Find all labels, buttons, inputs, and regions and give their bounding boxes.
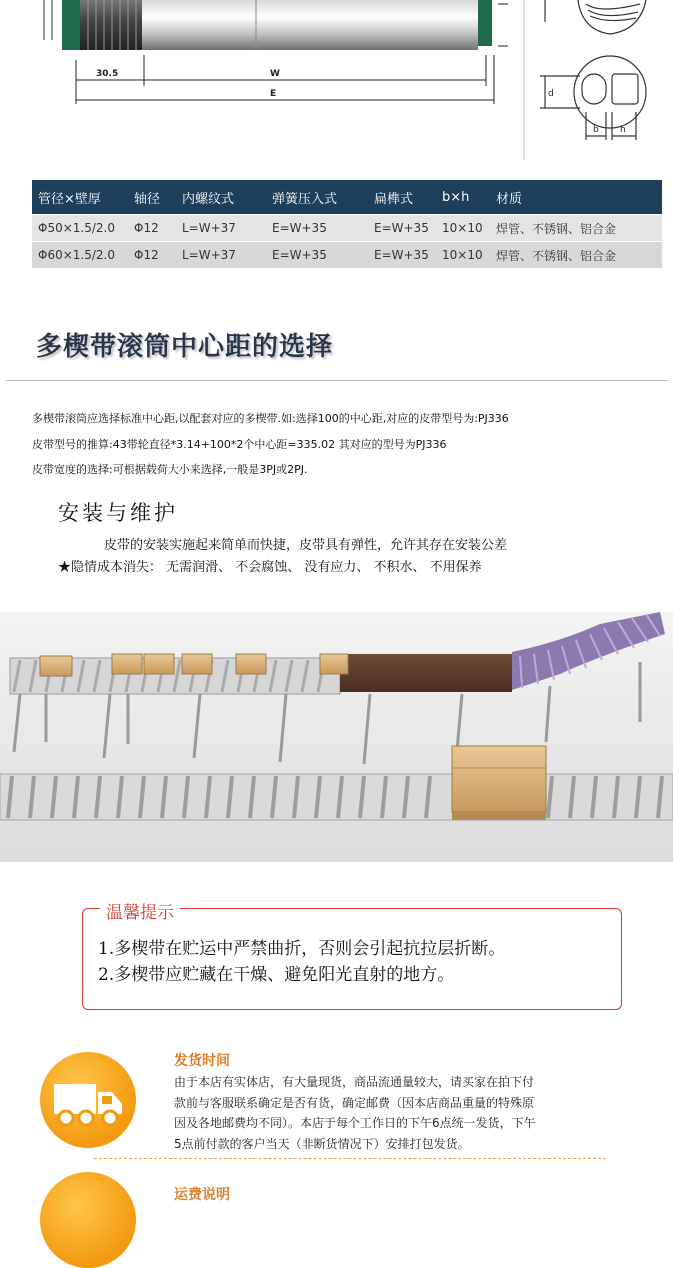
- shipping-text-line: 因及各地邮费均不同）。本店于每个工作日的下午6点统一发货，下午: [174, 1116, 536, 1130]
- divider: [94, 1158, 606, 1159]
- table-cell: 焊管、不锈钢、铝合金: [490, 215, 662, 242]
- spec-table: [32, 180, 662, 268]
- dim-d: d: [548, 89, 554, 99]
- dim-e: E: [270, 89, 277, 99]
- spec-table-header-row: [32, 180, 662, 215]
- dim-h: h: [620, 125, 626, 135]
- table-cell: E=W+35: [368, 215, 436, 242]
- dim-w: W: [270, 69, 280, 79]
- freight-icon-circle: [40, 1172, 136, 1268]
- table-cell: Φ60×1.5/2.0: [32, 242, 128, 269]
- freight-title: 运费说明: [174, 1187, 230, 1203]
- table-cell: 焊管、不锈钢、铝合金: [490, 242, 662, 269]
- col-header: 管径×壁厚: [32, 180, 128, 215]
- table-cell: Φ12: [128, 242, 176, 269]
- selection-paragraph-line: 皮带宽度的选择:可根据载荷大小来选择,一般是3PJ或2PJ.: [32, 463, 308, 476]
- table-cell: E=W+35: [266, 215, 368, 242]
- table-cell: E=W+35: [368, 242, 436, 269]
- roller-dimension-drawing: [0, 0, 673, 178]
- install-title: 安装与维护: [58, 501, 178, 525]
- table-cell: L=W+37: [176, 242, 266, 269]
- selection-paragraph-line: 皮带型号的推算:43带轮直径*3.14+100*2个中心距=335.02 其对应的型号为PJ336: [32, 438, 447, 451]
- table-cell: 10×10: [436, 242, 490, 269]
- tips-item: 1.多楔带在贮运中严禁曲折，否则会引起抗拉层折断。: [98, 939, 506, 959]
- conveyor-photo: [0, 612, 673, 862]
- col-header: b×h: [436, 180, 490, 215]
- table-cell: Φ12: [128, 215, 176, 242]
- shipping-icon-circle: [40, 1052, 136, 1148]
- roller-drawing: [0, 0, 673, 178]
- table-cell: 10×10: [436, 215, 490, 242]
- table-cell: Φ50×1.5/2.0: [32, 215, 128, 242]
- table-row: [32, 242, 662, 269]
- install-benefits-line: ★隐情成本消失： 无需润滑、 不会腐蚀、 没有应力、 不积水、 不用保养: [58, 560, 482, 575]
- col-header: 扁榫式: [368, 180, 436, 215]
- dim-b: b: [593, 125, 599, 135]
- tips-item: 2.多楔带应贮藏在干燥、避免阳光直射的地方。: [98, 965, 455, 985]
- shipping-text-line: 款前与客服联系确定是否有货，确定邮费（因本店商品重量的特殊原: [174, 1095, 535, 1110]
- col-header: 轴径: [128, 180, 176, 215]
- col-header: 弹簧压入式: [266, 180, 368, 215]
- install-line: 皮带的安装实施起来简单而快捷，皮带具有弹性，允许其存在安装公差: [104, 538, 508, 553]
- shipping-text-line: 由于本店有实体店，有大量现货，商品流通量较大，请买家在拍下付: [174, 1075, 535, 1089]
- table-cell: E=W+35: [266, 242, 368, 269]
- dim-30-5: 30.5: [96, 69, 119, 79]
- shipping-text: [174, 1072, 614, 1154]
- truck-icon: [40, 1052, 136, 1148]
- col-header: 内螺纹式: [176, 180, 266, 215]
- shipping-text-line: 5点前付款的客户当天（非断货情况下）安排打包发货。: [174, 1136, 470, 1151]
- col-header: 材质: [490, 180, 662, 215]
- table-row: [32, 215, 662, 242]
- section-title: 多楔带滚筒中心距的选择: [36, 332, 334, 362]
- shipping-title: 发货时间: [174, 1053, 230, 1069]
- selection-paragraph-line: 多楔带滚筒应选择标准中心距,以配套对应的多楔带.如:选择100的中心距,对应的皮带型号为:PJ336: [32, 412, 509, 425]
- table-cell: L=W+37: [176, 215, 266, 242]
- tips-box: [82, 908, 622, 1010]
- divider: [6, 380, 668, 381]
- tips-title: 温馨提示: [100, 898, 180, 923]
